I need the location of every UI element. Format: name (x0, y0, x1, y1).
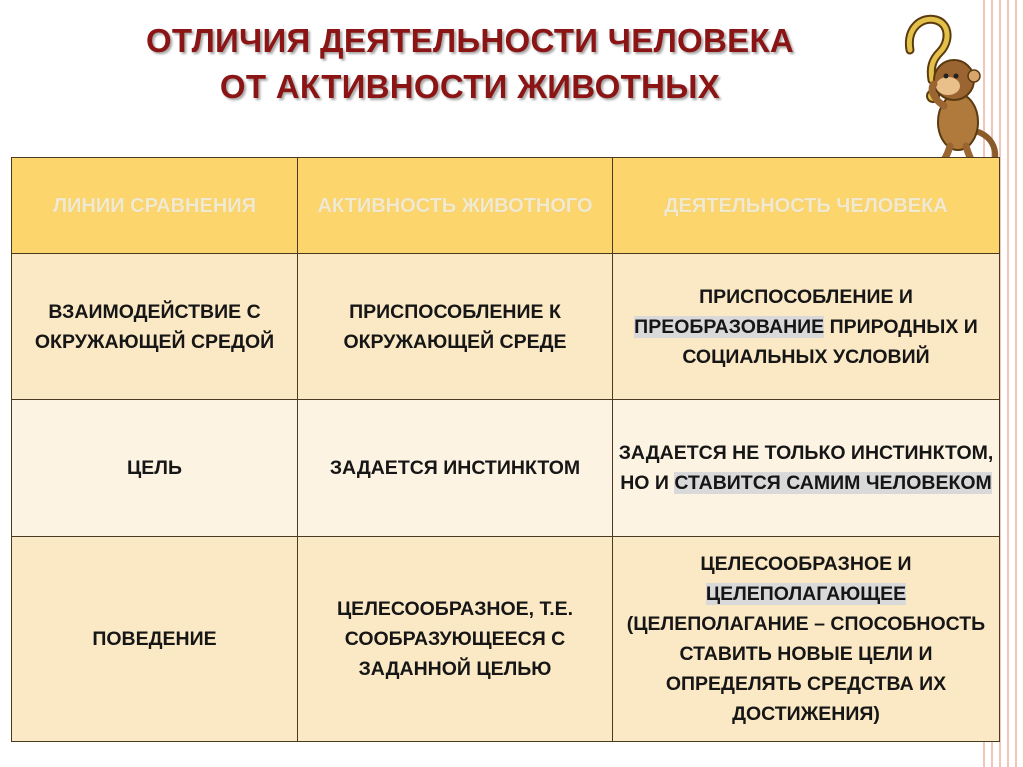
cell-animal: ПРИСПОСОБЛЕНИЕ К ОКРУЖАЮЩЕЙ СРЕДЕ (298, 254, 613, 400)
cell-animal: ЦЕЛЕСООБРАЗНОЕ, Т.Е. СООБРАЗУЮЩЕЕСЯ С ЗАДАННОЙ ЦЕЛЬЮ (298, 537, 613, 742)
cell-line: ЦЕЛЬ (12, 400, 298, 537)
table-header-row (12, 158, 1000, 254)
header-comparison-lines: ЛИНИИ СРАВНЕНИЯ (12, 158, 298, 254)
title-line-2: ОТ АКТИВНОСТИ ЖИВОТНЫХ (219, 68, 721, 105)
cell-human-text: ПРИСПОСОБЛЕНИЕ И (699, 285, 913, 308)
cell-animal: ЗАДАЕТСЯ ИНСТИНКТОМ (298, 400, 613, 537)
highlighted-term: ПРЕОБРАЗОВАНИЕ (634, 315, 825, 338)
header-human-activity: ДЕЯТЕЛЬНОСТЬ ЧЕЛОВЕКА (613, 158, 1000, 254)
highlighted-term: СТАВИТСЯ САМИМ ЧЕЛОВЕКОМ (674, 472, 992, 494)
table-row (12, 400, 1000, 537)
cell-human-text: ПРИРОДНЫХ И СОЦИАЛЬНЫХ УСЛОВИЙ (682, 315, 978, 368)
cell-human-text: (ЦЕЛЕПОЛАГАНИЕ – СПОСОБНОСТЬ СТАВИТЬ НОВЫЕ ЦЕЛИ И ОПРЕДЕЛЯТЬ СРЕДСТВА ИХ ДОСТИЖЕНИЯ) (626, 613, 986, 725)
cell-line: ВЗАИМОДЕЙСТВИЕ С ОКРУЖАЮЩЕЙ СРЕДОЙ (12, 254, 298, 400)
title-line-1: ОТЛИЧИЯ ДЕЯТЕЛЬНОСТИ ЧЕЛОВЕКА (145, 22, 795, 59)
cell-human-text: ЦЕЛЕСООБРАЗНОЕ И (700, 553, 912, 575)
cell-line: ПОВЕДЕНИЕ (12, 537, 298, 742)
table-row (12, 254, 1000, 400)
cell-human-text: ЗАДАЕТСЯ НЕ ТОЛЬКО ИНСТИНКТОМ, НО И (618, 442, 994, 494)
cell-human (613, 254, 1000, 400)
table-row (12, 537, 1000, 742)
page-title (80, 18, 860, 110)
monkey-question-mark-icon (896, 10, 1008, 180)
highlighted-term: ЦЕЛЕПОЛАГАЮЩЕЕ (705, 583, 907, 605)
cell-human (613, 537, 1000, 742)
header-animal-activity: АКТИВНОСТЬ ЖИВОТНОГО (298, 158, 613, 254)
cell-human (613, 400, 1000, 537)
comparison-table (11, 157, 1000, 742)
